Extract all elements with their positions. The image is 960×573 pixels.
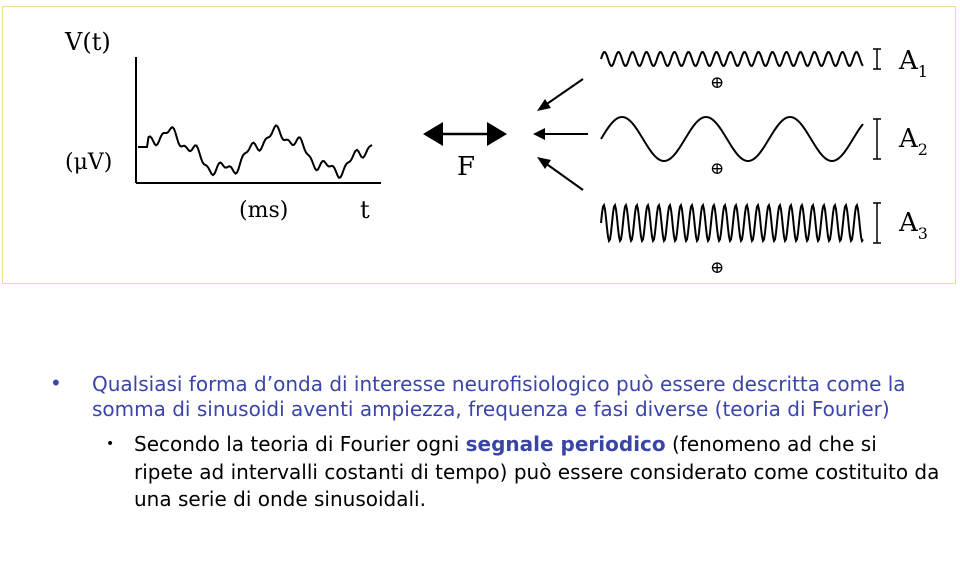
y-axis-label: V(t) — [65, 28, 111, 56]
bullet-item-1 — [50, 372, 940, 422]
fourier-diagram — [3, 7, 957, 285]
transform-label: F — [457, 152, 476, 182]
sub-bullet-dot: • — [106, 436, 115, 452]
bullet-item-2-text-before: Secondo la teoria di Fourier ogni — [134, 432, 466, 456]
amplitude-bracket-1 — [873, 49, 881, 69]
composite-signal — [138, 125, 372, 177]
bullet-item-2 — [106, 431, 940, 514]
highlight-periodic-signal: segnale periodico — [465, 432, 666, 456]
double-arrow-right-head — [487, 122, 507, 146]
plus-symbol-2: ⊕ — [710, 159, 725, 179]
y-axis-unit: (μV) — [65, 150, 113, 175]
amplitude-label-1: $A_1$ — [899, 46, 928, 81]
figure-frame — [2, 6, 956, 284]
x-axis-unit: (ms) — [239, 198, 289, 223]
amplitude-label-2: $A_2$ — [899, 124, 928, 159]
sine-wave-3 — [601, 205, 863, 241]
arrow-head-2 — [533, 128, 545, 140]
amplitude-bracket-3 — [873, 203, 881, 243]
bullet-item-1-text: Qualsiasi forma d’onda di interesse neurofisiologico può essere descritta come la somma di sinusoidi aventi ampiezza, frequenza e fasi diverse (teoria di Fourier) — [92, 372, 906, 421]
sine-wave-2 — [601, 117, 863, 161]
bullet-item-2-text-after: (fenomeno ad che si ripete ad intervalli costanti di tempo) può essere considerato come costituito da una serie di onde sinusoidali. — [134, 432, 940, 511]
plus-symbol-1: ⊕ — [710, 73, 725, 93]
amplitude-bracket-2 — [873, 119, 881, 159]
amplitude-label-3: $A_3$ — [899, 208, 928, 243]
double-arrow-left-head — [423, 122, 443, 146]
arrow-head-1 — [537, 99, 551, 111]
bullet-dot: • — [50, 371, 62, 395]
sine-wave-1 — [601, 52, 863, 66]
x-axis-label: t — [360, 196, 370, 224]
arrow-head-3 — [537, 157, 551, 169]
bullet-list — [50, 372, 940, 514]
plus-symbol-3: ⊕ — [710, 258, 725, 278]
